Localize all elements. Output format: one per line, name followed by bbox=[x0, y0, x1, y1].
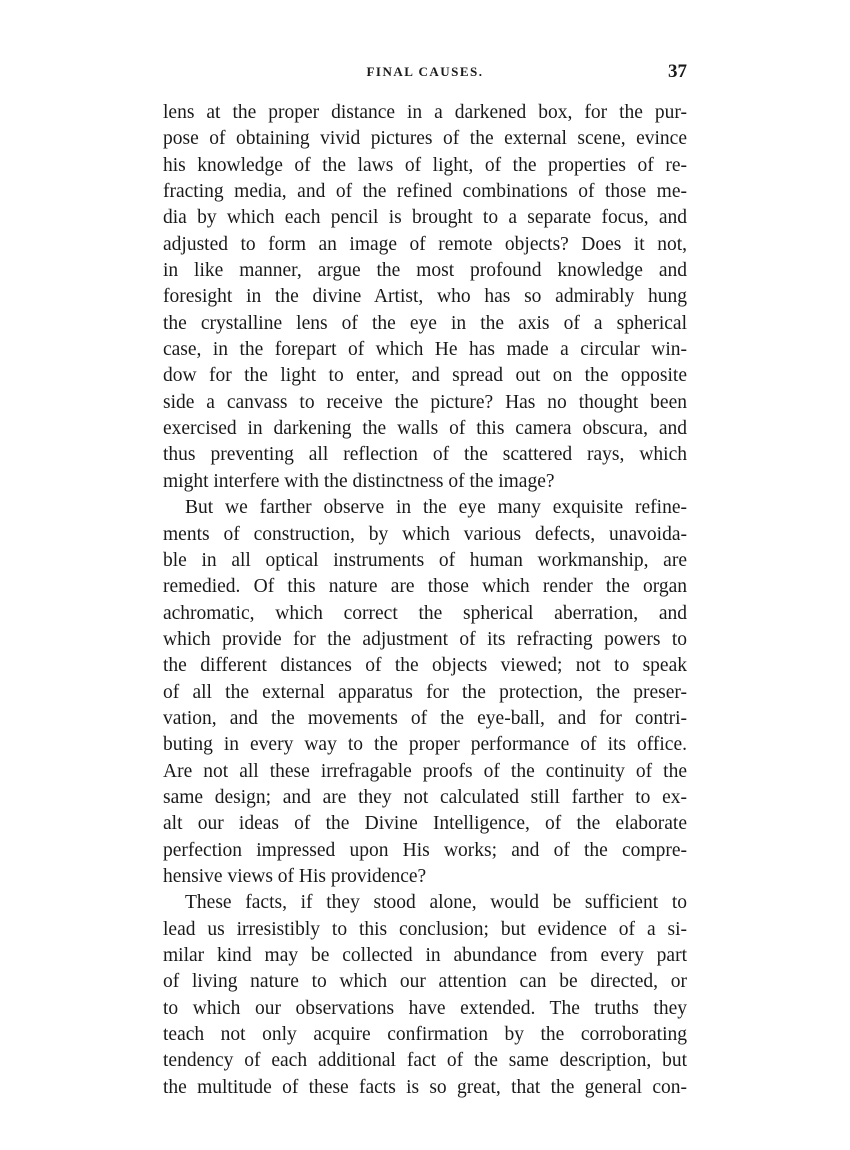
text-line: of all the external apparatus for the protection, the preser- bbox=[163, 681, 687, 703]
text-line: pose of obtaining vivid pictures of the external scene, evince bbox=[163, 128, 687, 150]
text-line: case, in the forepart of which He has made a circular win- bbox=[163, 339, 687, 361]
text-line: Are not all these irrefragable proofs of the continuity of the bbox=[163, 760, 687, 782]
paragraph bbox=[163, 890, 687, 1101]
text-line: foresight in the divine Artist, who has so admirably hung bbox=[163, 286, 687, 308]
text-line: But we farther observe in the eye many exquisite refine- bbox=[185, 497, 687, 519]
paragraph-continued bbox=[163, 100, 687, 495]
text-line: adjusted to form an image of remote objects? Does it not, bbox=[163, 233, 687, 255]
text-line: teach not only acquire confirmation by the corroborating bbox=[163, 1024, 687, 1046]
text-line: buting in every way to the proper performance of its office. bbox=[163, 734, 687, 756]
text-line: might interfere with the distinctness of the image? bbox=[163, 470, 555, 492]
page-number: 37 bbox=[668, 61, 687, 82]
text-line: the multitude of these facts is so great, that the general con- bbox=[163, 1076, 687, 1098]
text-line: ments of construction, by which various defects, unavoida- bbox=[163, 523, 687, 545]
text-line: lens at the proper distance in a darkened box, for the pur- bbox=[163, 102, 687, 123]
text-line: which provide for the adjustment of its refracting powers to bbox=[163, 628, 687, 650]
text-line: side a canvass to receive the picture? Has no thought been bbox=[163, 391, 687, 413]
text-line: in like manner, argue the most profound knowledge and bbox=[163, 260, 687, 282]
running-title: FINAL CAUSES. bbox=[366, 64, 484, 79]
text-line: perfection impressed upon His works; and of the compre- bbox=[163, 839, 687, 861]
text-line: of living nature to which our attention can be directed, or bbox=[163, 971, 687, 993]
text-line: achromatic, which correct the spherical aberration, and bbox=[163, 602, 687, 624]
text-line: milar kind may be collected in abundance from every part bbox=[163, 945, 687, 966]
text-line: exercised in darkening the walls of this camera obscura, and bbox=[163, 418, 687, 440]
text-line: same design; and are they not calculated still farther to ex- bbox=[163, 786, 687, 808]
text-line: fracting media, and of the refined combinations of those me- bbox=[163, 181, 687, 203]
running-head bbox=[163, 61, 687, 86]
text-line: lead us irresistibly to this conclusion; but evidence of a si- bbox=[163, 918, 687, 940]
paragraph bbox=[163, 495, 687, 890]
text-line: vation, and the movements of the eye-ball, and for contri- bbox=[163, 707, 687, 729]
text-line: dow for the light to enter, and spread out on the opposite bbox=[163, 365, 687, 387]
text-line: hensive views of His providence? bbox=[163, 865, 427, 887]
text-line: the different distances of the objects viewed; not to speak bbox=[163, 655, 687, 677]
text-line: his knowledge of the laws of light, of the properties of re- bbox=[163, 154, 687, 176]
text-line: the crystalline lens of the eye in the axis of a spherical bbox=[163, 312, 687, 334]
text-line: tendency of each additional fact of the same description, but bbox=[163, 1050, 687, 1072]
text-line: ble in all optical instruments of human workmanship, are bbox=[163, 549, 687, 571]
text-line: These facts, if they stood alone, would be sufficient to bbox=[185, 892, 687, 914]
body-text bbox=[163, 100, 687, 1101]
text-line: thus preventing all reflection of the scattered rays, which bbox=[163, 444, 687, 466]
text-line: remedied. Of this nature are those which render the organ bbox=[163, 576, 687, 598]
text-line: to which our observations have extended. The truths they bbox=[163, 997, 687, 1019]
text-line: dia by which each pencil is brought to a separate focus, and bbox=[163, 207, 687, 229]
text-line: alt our ideas of the Divine Intelligence, of the elaborate bbox=[163, 813, 687, 835]
